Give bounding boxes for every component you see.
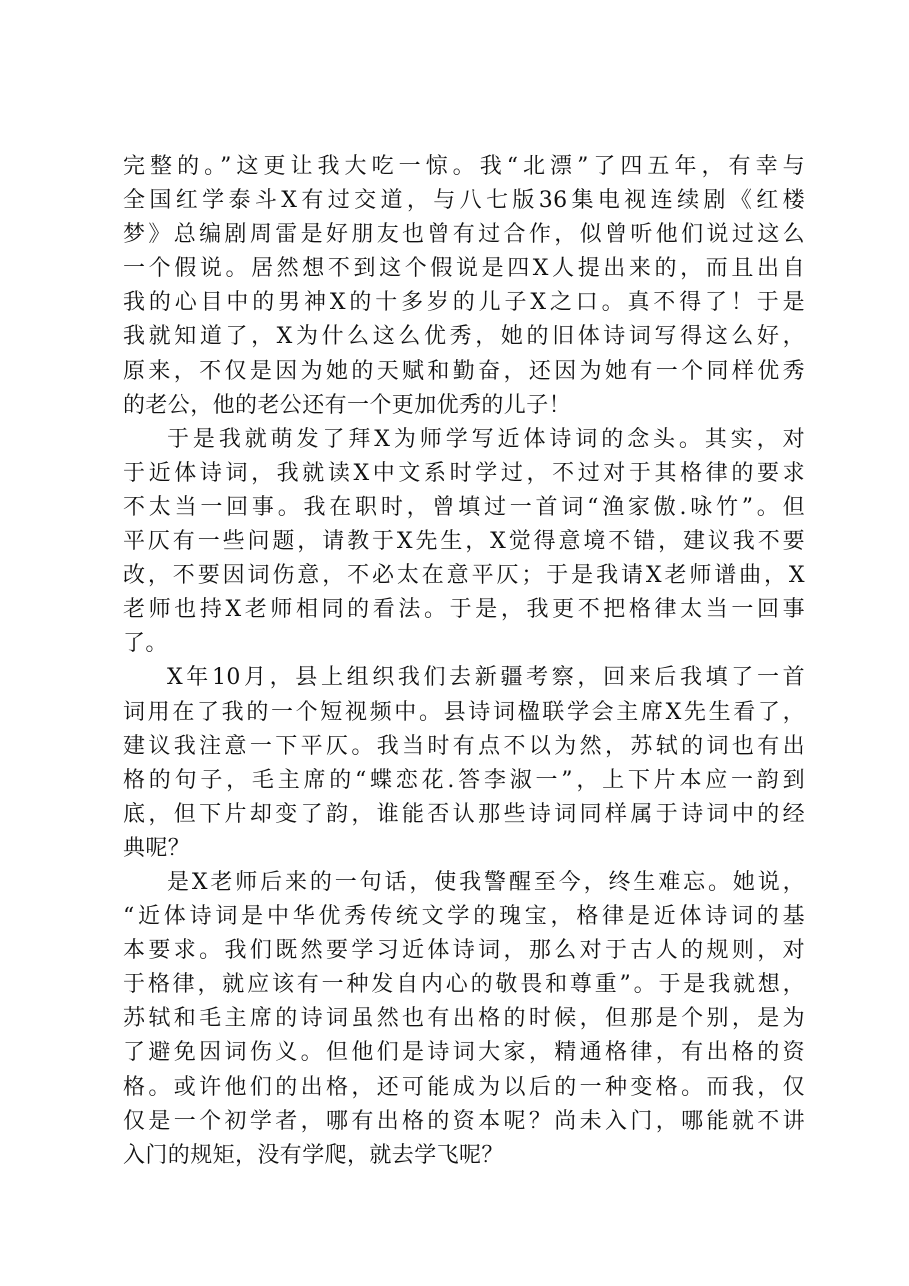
- text-line: 一个假说。居然想不到这个假说是四X人提出来的，而且出自: [123, 256, 805, 282]
- text-line: 仅是一个初学者，哪有出格的资本呢？尚未入门，哪能就不讲: [123, 1108, 805, 1134]
- text-line: 完整的。”这更让我大吃一惊。我“北漂”了四五年，有幸与: [123, 154, 805, 179]
- text-line: 我的心目中的男神X的十多岁的儿子X之口。真不得了！于是: [123, 290, 805, 316]
- text-line: 我就知道了，X为什么这么优秀，她的旧体诗词写得这么好，: [123, 324, 805, 350]
- text-line: 平仄有一些问题，请教于X先生，X觉得意境不错，建议我不要: [123, 529, 805, 555]
- paragraph-2: [123, 423, 805, 662]
- text-line: 底，但下片却变了韵，谁能否认那些诗词同样属于诗词中的经: [123, 801, 805, 827]
- paragraph-4: [123, 866, 805, 1173]
- text-line: 本要求。我们既然要学习近体诗词，那么对于古人的规则，对: [123, 938, 805, 964]
- text-line: 原来，不仅是因为她的天赋和勤奋，还因为她有一个同样优秀: [123, 358, 805, 384]
- document-body: [123, 150, 805, 1173]
- text-line: 于是我就萌发了拜X为师学写近体诗词的念头。其实，对: [167, 426, 805, 452]
- text-line: X年10月，县上组织我们去新疆考察，回来后我填了一首: [167, 665, 805, 691]
- paragraph-3: [123, 661, 805, 866]
- text-line: 建议我注意一下平仄。我当时有点不以为然，苏轼的词也有出: [123, 733, 805, 759]
- text-line: 格的句子，毛主席的“蝶恋花.答李淑一”，上下片本应一韵到: [123, 767, 805, 793]
- text-line: 词用在了我的一个短视频中。县诗词楹联学会主席X先生看了，: [123, 699, 805, 725]
- text-line: 入门的规矩，没有学爬，就去学飞呢？: [123, 1142, 504, 1168]
- text-line: 改，不要因词伤意，不必太在意平仄；于是我请X老师谱曲，X: [123, 563, 805, 589]
- text-line: “近体诗词是中华优秀传统文学的瑰宝，格律是近体诗词的基: [123, 904, 805, 930]
- text-line: 全国红学泰斗X有过交道，与八七版36集电视连续剧《红楼: [123, 188, 805, 214]
- text-line: 于格律，就应该有一种发自内心的敬畏和尊重”。于是我就想，: [123, 972, 805, 998]
- text-line: 于近体诗词，我就读X中文系时学过，不过对于其格律的要求: [123, 460, 805, 486]
- text-line: 了。: [123, 631, 168, 657]
- text-line: 了避免因词伤义。但他们是诗词大家，精通格律，有出格的资: [123, 1040, 805, 1066]
- text-line: 不太当一回事。我在职时，曾填过一首词“渔家傲.咏竹”。但: [123, 494, 805, 520]
- text-line: 是X老师后来的一句话，使我警醒至今，终生难忘。她说，: [167, 869, 805, 895]
- text-line: 苏轼和毛主席的诗词虽然也有出格的时候，但那是个别，是为: [123, 1006, 805, 1032]
- text-line: 梦》总编剧周雷是好朋友也曾有过合作，似曾听他们说过这么: [123, 222, 805, 248]
- text-line: 典呢？: [123, 835, 191, 861]
- text-line: 的老公，他的老公还有一个更加优秀的儿子！: [123, 392, 572, 418]
- paragraph-1: [123, 150, 805, 423]
- text-line: 老师也持X老师相同的看法。于是，我更不把格律太当一回事: [123, 597, 805, 623]
- text-line: 格。或许他们的出格，还可能成为以后的一种变格。而我，仅: [123, 1074, 805, 1100]
